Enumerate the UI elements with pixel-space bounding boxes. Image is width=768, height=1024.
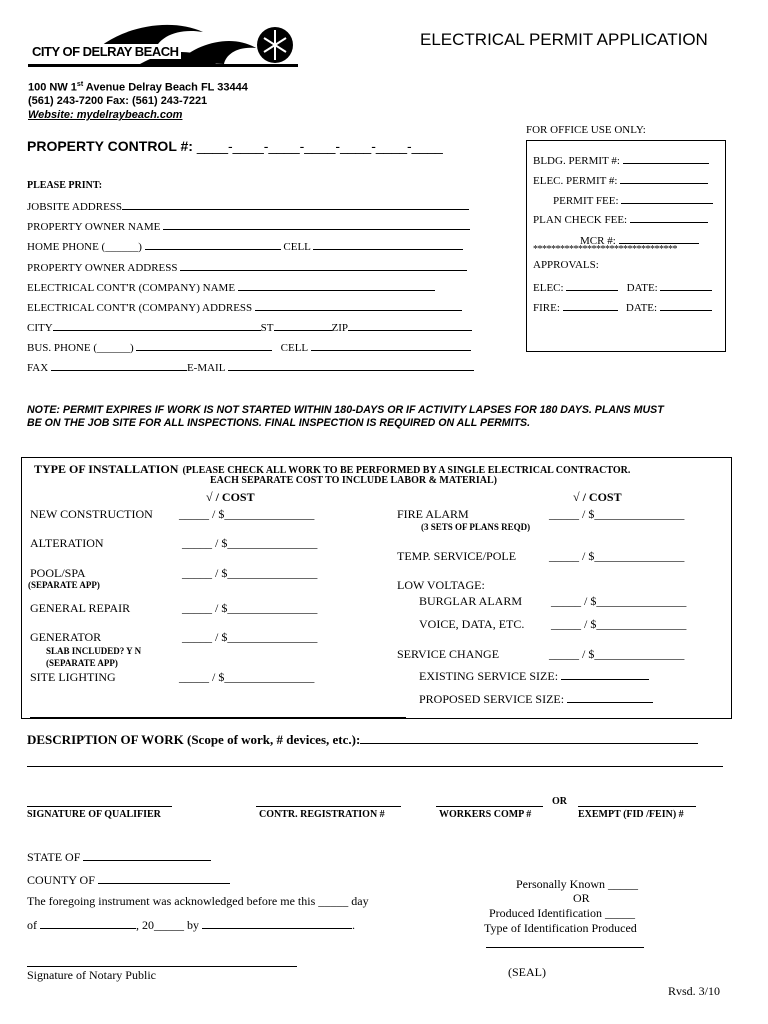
low-voltage-label: LOW VOLTAGE: <box>397 578 485 592</box>
slab-included[interactable]: SLAB INCLUDED? Y N <box>46 646 142 656</box>
fire-alarm-label: FIRE ALARM <box>397 507 469 521</box>
qualifier-signature-line[interactable] <box>27 806 172 807</box>
fax-email-field[interactable]: FAX E-MAIL <box>27 360 474 374</box>
acknowledged-date-field[interactable]: of , 20_____ by . <box>27 918 355 932</box>
logo-text: CITY OF DELRAY BEACH <box>32 44 179 59</box>
address: 100 NW 1st Avenue Delray Beach FL 33444 <box>28 81 248 94</box>
contractor-name-field[interactable]: ELECTRICAL CONT'R (COMPANY) NAME <box>27 280 435 294</box>
burglar-alarm-label: BURGLAR ALARM <box>419 594 523 608</box>
proposed-service-field[interactable]: PROPOSED SERVICE SIZE: <box>419 691 653 707</box>
elec-approval[interactable]: ELEC: DATE: <box>533 279 712 294</box>
elec-permit-field[interactable]: ELEC. PERMIT #: <box>533 172 708 187</box>
generator-separate-app: (SEPARATE APP) <box>46 658 118 668</box>
alteration-cost[interactable]: _____ / $_______________ <box>182 536 318 550</box>
existing-service-field[interactable]: EXISTING SERVICE SIZE: <box>419 668 649 684</box>
fire-alarm-plans: (3 SETS OF PLANS REQD) <box>421 522 531 532</box>
fire-approval[interactable]: FIRE: DATE: <box>533 299 712 314</box>
seal-label: (SEAL) <box>508 965 546 979</box>
exempt-label: EXEMPT (FID /FEIN) # <box>578 809 684 820</box>
property-control: PROPERTY CONTROL #: ____-____-____-____-____-____-____ <box>27 138 443 154</box>
phone-fax: (561) 243-7200 Fax: (561) 243-7221 <box>28 95 208 107</box>
alteration-label: ALTERATION <box>30 536 104 550</box>
county-of-field[interactable]: COUNTY OF <box>27 872 230 888</box>
pool-spa-separate-app: (SEPARATE APP) <box>28 580 100 590</box>
contr-registration-label: CONTR. REGISTRATION # <box>259 809 385 820</box>
notary-or: OR <box>573 891 590 905</box>
burglar-alarm-cost[interactable]: _____ / $_______________ <box>551 594 687 608</box>
exempt-line[interactable] <box>578 806 696 807</box>
contr-registration-line[interactable] <box>256 806 401 807</box>
signature-qualifier-label: SIGNATURE OF QUALIFIER <box>27 809 161 820</box>
notary-signature-label: Signature of Notary Public <box>27 968 156 982</box>
pool-spa-label: POOL/SPA <box>30 566 86 580</box>
please-print: PLEASE PRINT: <box>27 180 103 191</box>
personally-known[interactable]: Personally Known _____ <box>516 877 638 891</box>
home-phone-field[interactable]: HOME PHONE (______) CELL <box>27 239 463 253</box>
page-title: ELECTRICAL PERMIT APPLICATION <box>420 30 708 49</box>
cost-header-left: √ / COST <box>206 490 255 504</box>
stars-divider: ******************************** <box>533 244 677 255</box>
description-line-2[interactable] <box>27 766 723 767</box>
permit-fee-field[interactable]: PERMIT FEE: <box>553 192 713 207</box>
temp-service-label: TEMP. SERVICE/POLE <box>397 549 517 563</box>
website-link[interactable]: Website: mydelraybeach.com <box>28 109 183 121</box>
service-change-label: SERVICE CHANGE <box>397 647 500 661</box>
pool-spa-cost[interactable]: _____ / $_______________ <box>182 566 318 580</box>
identification-type-line[interactable] <box>486 947 644 948</box>
bldg-permit-field[interactable]: BLDG. PERMIT #: <box>533 152 709 167</box>
site-lighting-cost[interactable]: _____ / $_______________ <box>179 670 315 684</box>
property-control-field[interactable]: ____-____-____-____-____-____-____ <box>196 138 443 154</box>
mcr-field[interactable]: MCR #: <box>580 232 699 247</box>
produced-identification[interactable]: Produced Identification _____ <box>489 906 635 920</box>
state-of-field[interactable]: STATE OF <box>27 849 211 865</box>
service-change-cost[interactable]: _____ / $_______________ <box>549 647 685 661</box>
permit-note-line2: BE ON THE JOB SITE FOR ALL INSPECTIONS. FINAL INSPECTION IS REQUIRED ON ALL PERMITS. <box>27 417 531 429</box>
workers-comp-label: WORKERS COMP # <box>439 809 532 820</box>
plan-check-fee-field[interactable]: PLAN CHECK FEE: <box>533 211 708 226</box>
new-construction-cost[interactable]: _____ / $_______________ <box>179 507 315 521</box>
city-logo <box>28 18 298 76</box>
revision-date: Rvsd. 3/10 <box>668 984 721 998</box>
jobsite-address-field[interactable]: JOBSITE ADDRESS <box>27 199 469 213</box>
voice-data-cost[interactable]: _____ / $_______________ <box>551 617 687 631</box>
office-use-heading: FOR OFFICE USE ONLY: <box>526 124 646 136</box>
voice-data-label: VOICE, DATA, ETC. <box>419 617 525 631</box>
generator-label: GENERATOR <box>30 630 102 644</box>
description-field[interactable]: DESCRIPTION OF WORK (Scope of work, # devices, etc.): <box>27 731 698 748</box>
installation-instructions: EACH SEPARATE COST TO INCLUDE LABOR & MATERIAL) <box>210 475 497 486</box>
temp-service-cost[interactable]: _____ / $_______________ <box>549 549 685 563</box>
installation-title: TYPE OF INSTALLATION (PLEASE CHECK ALL WORK TO BE PERFORMED BY A SINGLE ELECTRICAL CONTRACTOR. <box>34 462 631 476</box>
owner-name-field[interactable]: PROPERTY OWNER NAME <box>27 219 470 233</box>
or-text: OR <box>552 796 567 807</box>
generator-cost[interactable]: _____ / $_______________ <box>182 630 318 644</box>
new-construction-label: NEW CONSTRUCTION <box>30 507 153 521</box>
general-repair-label: GENERAL REPAIR <box>30 601 131 615</box>
approvals-label: APPROVALS: <box>533 259 599 271</box>
contractor-address-field[interactable]: ELECTRICAL CONT'R (COMPANY) ADDRESS <box>27 300 462 314</box>
installation-bottom-rule <box>30 717 406 718</box>
city-st-zip-field[interactable]: CITY ST ZIP <box>27 320 472 334</box>
type-of-identification: Type of Identification Produced <box>484 921 637 935</box>
bus-phone-field[interactable]: BUS. PHONE (______) CELL <box>27 340 471 354</box>
fire-alarm-cost[interactable]: _____ / $_______________ <box>549 507 685 521</box>
site-lighting-label: SITE LIGHTING <box>30 670 116 684</box>
cost-header-right: √ / COST <box>573 490 622 504</box>
general-repair-cost[interactable]: _____ / $_______________ <box>182 601 318 615</box>
permit-note-line1: NOTE: PERMIT EXPIRES IF WORK IS NOT STARTED WITHIN 180-DAYS OR IF ACTIVITY LAPSES FOR 180 DAYS. PLANS MUST <box>27 404 664 416</box>
notary-signature-line[interactable] <box>27 966 297 967</box>
acknowledged-text: The foregoing instrument was acknowledged before me this _____ day <box>27 894 369 908</box>
workers-comp-line[interactable] <box>436 806 543 807</box>
owner-address-field[interactable]: PROPERTY OWNER ADDRESS <box>27 260 467 274</box>
